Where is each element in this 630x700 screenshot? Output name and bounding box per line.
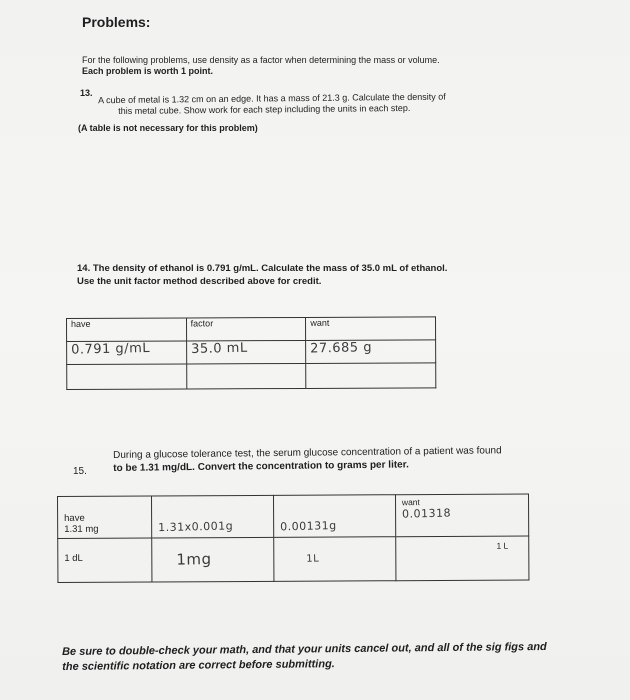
- want-answer-cell[interactable]: [306, 340, 436, 364]
- want-value: 0.01318: [401, 506, 452, 521]
- page-title: Problems:: [82, 14, 151, 30]
- have-denominator: 1 dL: [64, 552, 83, 564]
- factor-answer: 35.0 mL: [190, 340, 248, 357]
- problem-15-text: [113, 443, 613, 475]
- table-cell-empty[interactable]: [306, 363, 436, 389]
- factor-2-top: 0.00131g: [280, 519, 338, 534]
- have-answer-cell[interactable]: [67, 341, 187, 365]
- factor-1-bottom: 1mg: [175, 549, 212, 569]
- have-answer: 0.791 g/mL: [70, 340, 151, 358]
- table-header-factor: factor: [186, 317, 306, 341]
- problem-13-text: [98, 90, 568, 117]
- have-denominator-cell[interactable]: [58, 538, 152, 582]
- have-value: 1.31 mg: [64, 523, 99, 535]
- factor-2-bottom: 1L: [306, 553, 320, 565]
- problem-14-table: [66, 316, 436, 390]
- instructions-line-2: Each problem is worth 1 point.: [82, 66, 214, 76]
- instructions: [82, 55, 440, 77]
- problem-15-table: [57, 494, 529, 583]
- factor-cell-1[interactable]: [151, 495, 274, 538]
- want-answer: 27.685 g: [310, 340, 373, 357]
- factor-2-bottom-cell[interactable]: [274, 537, 396, 582]
- want-label: want: [401, 497, 420, 508]
- problem-14-line-1: 14. The density of ethanol is 0.791 g/mL. Calculate the mass of 35.0 mL of ethanol.: [77, 263, 448, 274]
- want-cell[interactable]: [395, 494, 528, 537]
- table-header-want: want: [306, 317, 436, 341]
- footer-line-2: the scientific notation are correct before submitting.: [62, 658, 335, 673]
- table-cell-empty[interactable]: [67, 364, 187, 390]
- problem-14-line-2: Use the unit factor method described above for credit.: [77, 276, 322, 287]
- factor-1-bottom-cell[interactable]: [152, 537, 275, 582]
- problem-15-number: 15.: [73, 466, 87, 477]
- have-label: have: [64, 512, 85, 524]
- want-denominator: 1 L: [496, 540, 509, 551]
- problem-15-line-2: to be 1.31 mg/dL. Convert the concentration to grams per liter.: [113, 459, 409, 474]
- factor-cell-2[interactable]: [274, 495, 396, 538]
- problem-13-line-2: this metal cube. Show work for each step including the units in each step.: [118, 102, 411, 116]
- factor-1-top: 1.31x0.001g: [157, 519, 234, 535]
- problem-13-number: 13.: [80, 88, 93, 98]
- problem-14-text: [77, 262, 447, 288]
- want-denominator-cell[interactable]: [396, 536, 529, 581]
- have-cell[interactable]: [58, 496, 152, 538]
- table-header-have: have: [67, 318, 187, 342]
- problem-13-note: (A table is not necessary for this problem): [78, 123, 258, 133]
- problem-13-line-1: A cube of metal is 1.32 cm on an edge. It has a mass of 21.3 g. Calculate the density of: [98, 91, 446, 106]
- problem-15-line-1: During a glucose tolerance test, the serum glucose concentration of a patient was found: [113, 445, 502, 461]
- instructions-line-1: For the following problems, use density as a factor when determining the mass or volume.: [82, 55, 440, 65]
- table-cell-empty[interactable]: [186, 363, 306, 389]
- footer-note: [62, 639, 627, 675]
- factor-answer-cell[interactable]: [186, 340, 306, 364]
- footer-line-1: Be sure to double-check your math, and that your units cancel out, and all of the sig figs and: [62, 640, 547, 658]
